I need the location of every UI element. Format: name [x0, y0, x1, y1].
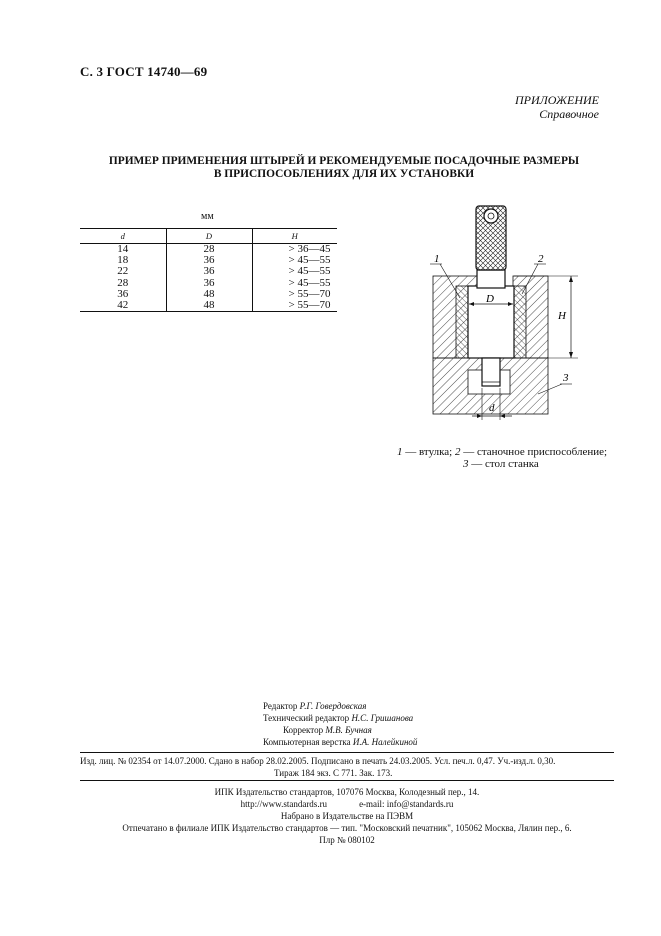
plr-number: Плр № 080102 — [319, 835, 375, 845]
section-title — [80, 155, 608, 181]
publisher-address: ИПК Издательство стандартов, 107076 Москва, Колодезный пер., 14. — [214, 787, 480, 797]
cell-H: > 45—55 — [288, 265, 331, 278]
legend-number-3: 3 — [463, 458, 469, 470]
table-row — [80, 300, 337, 312]
credit-tech-editor: Технический редактор Н.С. Гришанова — [263, 713, 414, 723]
credit-editor: Редактор Р.Г. Говердовская — [263, 701, 367, 711]
legend-text-2: — станочное приспособление; — [460, 446, 608, 458]
page-header-title: С. 3 ГОСТ 14740—69 — [80, 64, 208, 79]
column-header-d: d — [80, 229, 166, 244]
table-header-row — [80, 229, 337, 244]
cell-d: 42 — [80, 300, 166, 312]
print-run-line: Тираж 184 экз. С 771. Зак. 173. — [274, 768, 393, 778]
cell-D: 28 — [166, 244, 252, 256]
legend-text-1: — втулка; — [402, 446, 455, 458]
printed-note: Отпечатано в филиале ИПК Издательство стандартов — тип. "Московский печатник", 105062 Москва, Лялин пер., 6. — [122, 823, 572, 833]
cell-D: 36 — [166, 266, 252, 277]
appendix-title: ПРИЛОЖЕНИЕ — [515, 93, 599, 107]
pin-installation-drawing — [418, 198, 588, 430]
column-header-H: H — [252, 229, 337, 244]
cell-D: 48 — [166, 300, 252, 312]
publisher-block — [80, 786, 614, 846]
divider-bottom — [80, 780, 614, 781]
callout-1: 1 — [434, 253, 440, 265]
license-line: Изд. лиц. № 02354 от 14.07.2000. Сдано в набор 28.02.2005. Подписано в печать 24.03.2005. Усл. печ.л. 0,47. Уч.-изд.л. 0,30. — [80, 756, 556, 766]
label-D: D — [486, 293, 494, 305]
cell-H: > 45—55 — [288, 254, 331, 267]
cell-D: 36 — [166, 278, 252, 289]
table-units: мм — [201, 211, 214, 222]
imprint-credits — [80, 700, 610, 748]
legend-number-1: 1 — [397, 446, 403, 458]
fit-dimensions-table — [80, 228, 337, 312]
callout-2: 2 — [538, 253, 544, 265]
appendix-type: Справочное — [539, 107, 599, 121]
label-H: H — [558, 310, 566, 322]
cell-d: 36 — [117, 287, 129, 300]
cell-d: 14 — [117, 243, 129, 256]
cell-D: 36 — [166, 255, 252, 266]
divider-top — [80, 752, 614, 753]
appendix-label — [515, 93, 599, 121]
email-link[interactable]: e-mail: info@standards.ru — [359, 799, 454, 809]
credit-layout: Компьютерная верстка И.А. Налейкиной — [263, 737, 418, 747]
section-title-line-1: ПРИМЕР ПРИМЕНЕНИЯ ШТЫРЕЙ И РЕКОМЕНДУЕМЫЕ ПОСАДОЧНЫЕ РАЗМЕРЫ — [108, 155, 580, 167]
cell-H: > 55—70 — [288, 287, 331, 300]
callout-3: 3 — [563, 372, 569, 384]
publication-details — [80, 755, 614, 779]
label-d: d — [489, 402, 495, 414]
typeset-note: Набрано в Издательстве на ПЭВМ — [280, 811, 414, 821]
legend-number-2: 2 — [454, 446, 461, 458]
cell-d: 22 — [117, 265, 129, 278]
section-title-line-2: В ПРИСПОСОБЛЕНИЯХ ДЛЯ ИХ УСТАНОВКИ — [213, 168, 475, 180]
cell-H: > 36—45 — [288, 243, 331, 256]
cell-H: > 55—70 — [252, 300, 337, 312]
cell-d: 18 — [117, 254, 129, 267]
legend-text-3: — стол станка — [468, 458, 539, 470]
table-row — [80, 266, 337, 277]
cell-D: 48 — [166, 289, 252, 300]
publisher-web — [80, 798, 614, 810]
column-header-D: D — [166, 229, 252, 244]
credit-proofreader: Корректор М.В. Бучная — [283, 725, 372, 735]
cell-d: 28 — [117, 276, 129, 289]
drawing-legend — [397, 446, 607, 470]
cell-H: > 45—55 — [288, 276, 331, 289]
website-link[interactable]: http://www.standards.ru — [240, 799, 328, 809]
